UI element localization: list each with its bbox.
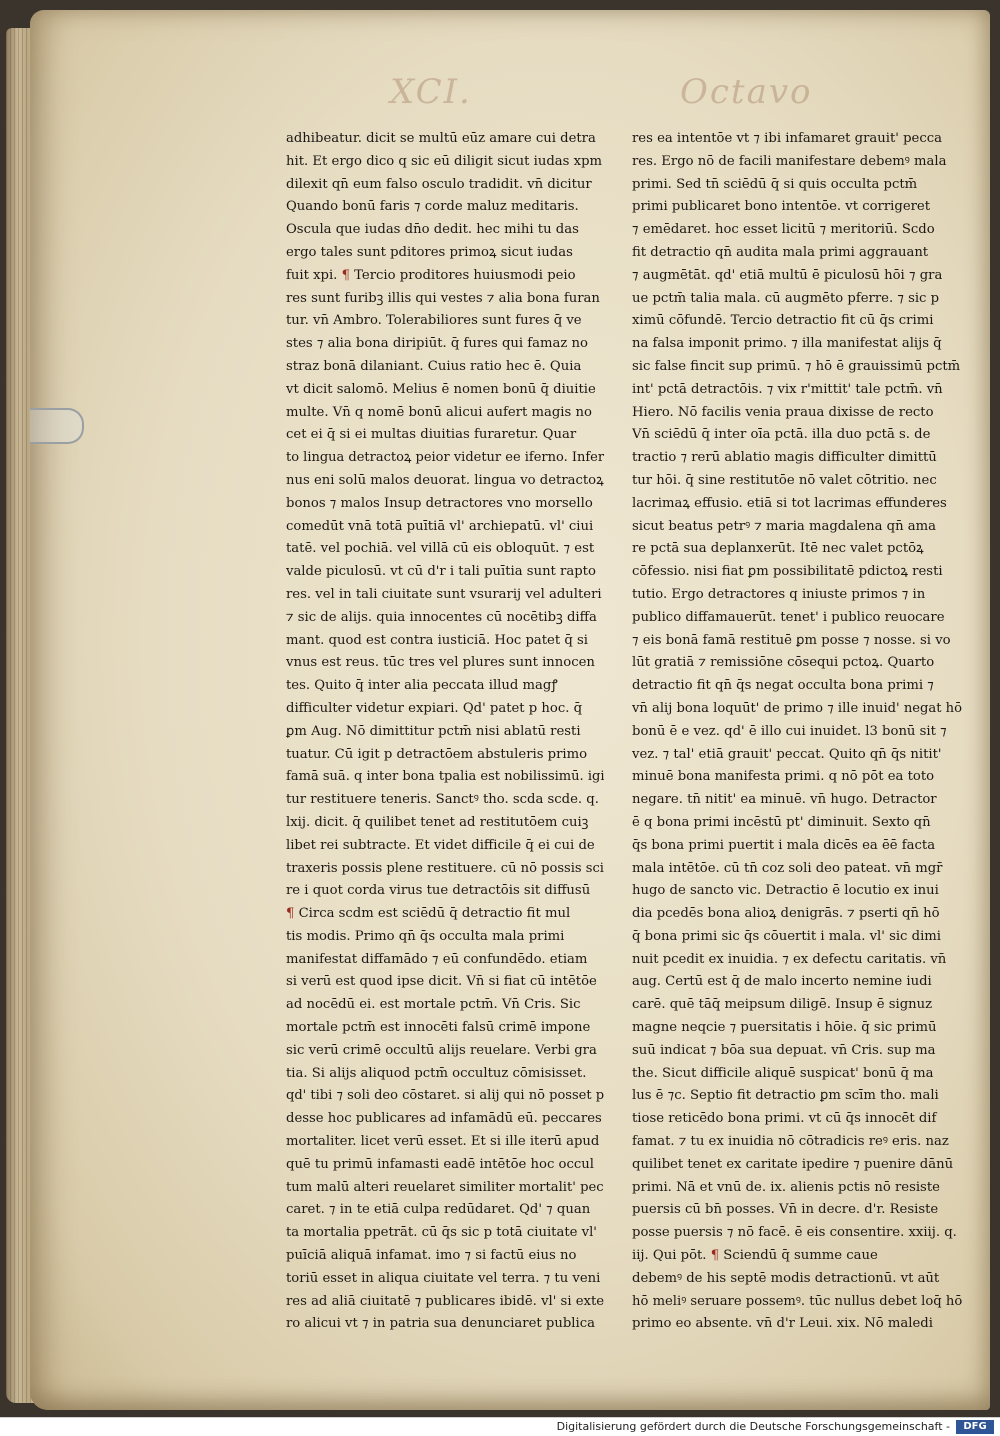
text-line: lūt gratiā ⁊ remissiōne cōsequi pctoꝝ. Quarto	[632, 655, 935, 671]
text-line: res. Ergo nō de facili manifestare debemꝰ mala	[632, 153, 947, 169]
text-line: tur restituere teneris. Sanctꝰ tho. scda scde. q.	[286, 792, 599, 808]
text-line: re i quot corda virus tue detractōis sit diffusū	[286, 883, 591, 899]
text-line: aug. Certū est q̄ de malo incerto nemine iudi	[632, 974, 932, 990]
text-line: tuatur. Cū igit p detractōem abstuleris primo	[286, 746, 588, 762]
text-line: primi publicaret bono intentōe. vt corrigeret	[632, 199, 931, 215]
text-line: nuit pcedit ex inuidia. ⁊ ex defectu caritatis. vn̄	[632, 951, 947, 967]
text-line: dia pcedēs bona alioꝝ denigrās. ⁊ pserti qn̄ hō	[632, 906, 940, 922]
text-line: tur hōi. q̄ sine restitutōe nō valet cōtritio. nec	[632, 472, 937, 488]
text-line: ad nocēdū ei. est mortale pctm̄. Vn̄ Cris. Sic	[286, 997, 581, 1013]
text-line: famat. ⁊ tu ex inuidia nō cōtradicis reꝰ eris. naz	[632, 1134, 949, 1150]
text-line: vnus est reus. tūc tres vel plures sunt innocen	[286, 655, 595, 671]
text-line: nus eni solū malos deuorat. lingua vo detractoꝝ	[286, 472, 604, 488]
text-line: ⁊ eis bonā famā restituē ꝑm posse ⁊ nosse. si vo	[632, 632, 951, 648]
text-line: caret. ⁊ in te etiā culpa redūdaret. Qd' ⁊ quan	[286, 1202, 591, 1218]
text-line: mortaliter. licet verū esset. Et si ille iterū apud	[286, 1134, 600, 1150]
text-line: ximū cōfundē. Tercio detractio fit cū q̄s crimi	[632, 313, 934, 329]
text-line: mala intētōe. cū tn̄ coz soli deo pateat. vn̄ mgr̄	[632, 860, 943, 876]
text-line: tum malū alteri reuelaret similiter mortalit' pec	[286, 1179, 604, 1195]
running-head: Octavo	[680, 72, 813, 112]
text-line: difficulter videtur expiari. Qd' patet p hoc. q̄	[286, 700, 583, 716]
text-line: magne neqcie ⁊ puersitatis i hōie. q̄ sic primū	[632, 1020, 937, 1036]
text-line: publico diffamauerūt. tenet' i publico reuocare	[632, 609, 945, 625]
text-line: si verū est quod ipse dicit. Vn̄ si fiat cū intētōe	[286, 974, 597, 990]
text-line: quilibet tenet ex caritate ipedire ⁊ puenire dānū	[632, 1156, 954, 1172]
text-line: tiose reticēdo bona primi. vt cū q̄s innocēt dif	[632, 1111, 937, 1127]
text-line: tutio. Ergo detractores q iniuste primos ⁊ in	[632, 586, 926, 602]
text-line: ergo tales sunt pditores primoꝝ sicut iudas	[286, 244, 573, 260]
text-line: cet ei q̄ si ei multas diuitias furaretur. Quar	[286, 427, 577, 443]
text-line: primi. Nā et vnū de. ix. alienis pctis nō resiste	[632, 1179, 940, 1195]
text-line: iij. Qui pōt. ¶ Sciendū q̄ summe caue	[632, 1248, 878, 1264]
text-line: Vn̄ sciēdū q̄ inter oīa pctā. illa duo pctā s. de	[632, 427, 931, 443]
text-line: adhibeatur. dicit se multū eūz amare cui detra	[286, 131, 596, 146]
text-line: ¶ Circa scdm est sciēdū q̄ detractio fit mul	[286, 906, 571, 922]
text-line: ⁊ emēdaret. hoc esset licitū ⁊ meritoriū. Scdo	[632, 222, 935, 238]
text-line: re pctā sua deplanxerūt. Itē nec valet pctōꝝ	[632, 541, 924, 557]
text-line: valde piculosū. vt cū d'r i tali puītia sunt rapto	[286, 564, 596, 580]
text-line: hō meliꝰ seruare possemꝰ. tūc nullus debet loq̄ hō	[632, 1293, 963, 1309]
text-line: res sunt furibꝫ illis qui vestes ⁊ alia bona furan	[286, 290, 600, 306]
text-line: ꝑm Aug. Nō dimittitur pctm̄ nisi ablatū resti	[286, 723, 581, 739]
text-line: minuē bona manifesta primi. q nō pōt ea toto	[632, 769, 935, 785]
right-text-column	[632, 128, 962, 1336]
text-line: qd' tibi ⁊ soli deo cōstaret. si alij qui nō posset p	[286, 1088, 605, 1104]
text-line: detractio fit qn̄ q̄s negat occulta bona primi ⁊	[632, 678, 934, 694]
text-line: primi. Sed tn̄ sciēdū q̄ si quis occulta pctm̄	[632, 176, 918, 192]
footer-credit: Digitalisierung gefördert durch die Deutsche Forschungsgemeinschaft -	[556, 1420, 950, 1433]
left-text-column	[286, 128, 604, 1336]
paper-clip	[30, 408, 84, 444]
text-line: suū indicat ⁊ bōa sua depuat. vn̄ Cris. sup ma	[632, 1042, 936, 1058]
footer-bar	[0, 1417, 1000, 1436]
text-line: debemꝰ de his septē modis detractionū. vt aūt	[632, 1270, 940, 1286]
text-line: puersis cū bn̄ posses. Vn̄ in decre. d'r. Resiste	[632, 1202, 939, 1218]
text-line: sic verū crimē occultū alijs reuelare. Verbi gra	[286, 1042, 597, 1058]
text-line: cōfessio. nisi fiat ꝑm possibilitatē pdictoꝝ resti	[632, 564, 943, 580]
text-line: ⁊ sic de alijs. quia innocentes cū nocētibꝫ diffa	[286, 609, 597, 625]
text-line: tur. vn̄ Ambro. Tolerabiliores sunt fures q̄ ve	[286, 313, 582, 329]
text-line: res ad aliā ciuitatē ⁊ publicares ibidē. vl' si exte	[286, 1293, 604, 1309]
text-line: ē q bona primi incēstū pt' diminuit. Sexto qn̄	[632, 814, 931, 830]
text-line: res ea intentōe vt ⁊ ibi infamaret grauit' pecca	[632, 131, 942, 146]
text-line: lus ē ⁊c. Septio fit detractio ꝑm scīm tho. mali	[632, 1088, 939, 1104]
text-line: bonos ⁊ malos Insup detractores vno morsello	[286, 495, 593, 511]
text-line: ⁊ augmētāt. qd' etiā multū ē piculosū hōi ⁊ gra	[632, 267, 943, 283]
text-line: vt dicit salomō. Melius ē nomen bonū q̄ diuitie	[286, 381, 596, 397]
text-line: hit. Et ergo dico q sic eū diligit sicut iudas xpm	[286, 153, 603, 169]
text-line: Hiero. Nō facilis venia praua dixisse de recto	[632, 404, 934, 420]
text-line: bonū ē e vez. qd' ē illo cui inuidet. l3 bonū sit ⁊	[632, 723, 947, 739]
text-line: toriū esset in aliqua ciuitate vel terra. ⁊ tu veni	[286, 1270, 601, 1286]
text-line: sic false fincit sup primū. ⁊ hō ē grauissimū pctm̄	[632, 358, 961, 374]
text-line: to lingua detractoꝝ peior videtur ee iferno. Infer	[286, 450, 605, 466]
text-line: int' pctā detractōis. ⁊ vix r'mittit' tale pctm̄. vn̄	[632, 381, 943, 397]
text-line: ta mortalia ppetrāt. cū q̄s sic p totā ciuitate vl'	[286, 1225, 597, 1241]
text-line: tes. Quito q̄ inter alia peccata illud magꝭ	[286, 678, 558, 694]
text-line: res. vel in tali ciuitate sunt vsurarij vel adulteri	[286, 586, 602, 602]
text-line: q̄ bona primi sic q̄s cōuertit i mala. vl' sic dimi	[632, 928, 942, 944]
text-line: posse puersis ⁊ nō facē. ē eis consentire. xxiij. q.	[632, 1225, 957, 1241]
text-line: comedūt vnā totā puītiā vl' archiepatū. vl' ciui	[286, 518, 594, 534]
text-line: desse hoc publicares ad infamādū eū. peccares	[286, 1111, 602, 1127]
folio-number: XCI.	[390, 72, 472, 112]
text-line: tis modis. Primo qn̄ q̄s occulta mala primi	[286, 928, 565, 944]
text-line: multe. Vn̄ q nomē bonū alicui aufert magis no	[286, 404, 592, 420]
text-line: mortale pctm̄ est innocēti falsū crimē impone	[286, 1020, 591, 1036]
text-line: tractio ⁊ rerū ablatio magis difficulter dimittū	[632, 450, 937, 466]
text-line: fit detractio qn̄ audita mala primi aggrauant	[632, 244, 929, 260]
text-line: Quando bonū faris ⁊ corde maluz meditaris.	[286, 199, 579, 215]
text-line: vez. ⁊ tal' etiā grauit' peccat. Quito qn̄ q̄s nitit'	[632, 746, 942, 762]
text-line: carē. quē tāq̄ meipsum diligē. Insup ē signuz	[632, 997, 933, 1013]
text-line: tia. Si alijs aliquod pctm̄ occultuz cōmisisset.	[286, 1065, 587, 1081]
text-line: the. Sicut difficile aliquē suspicat' bonū q̄ ma	[632, 1065, 934, 1081]
text-line: lxij. dicit. q̄ quilibet tenet ad restitutōem cuiꝫ	[286, 814, 589, 830]
text-line: stes ⁊ alia bona diripiūt. q̄ fures qui famaz no	[286, 336, 588, 352]
text-line: manifestat diffamādo ⁊ eū confundēdo. etiam	[286, 951, 588, 967]
text-line: dilexit qn̄ eum falso osculo tradidit. vn̄ dicitur	[286, 176, 592, 192]
text-line: negare. tn̄ nitit' ea minuē. vn̄ hugo. Detractor	[632, 792, 937, 808]
text-line: lacrimaꝝ effusio. etiā si tot lacrimas effunderes	[632, 495, 947, 511]
text-line: puīciā aliquā infamat. imo ⁊ si factū eius no	[286, 1248, 577, 1264]
text-line: ro alicui vt ⁊ in patria sua denunciaret publica	[286, 1316, 595, 1332]
text-line: primo eo absente. vn̄ d'r Leui. xix. Nō maledi	[632, 1316, 933, 1332]
text-line: mant. quod est contra iusticiā. Hoc patet q̄ si	[286, 632, 588, 648]
text-line: Oscula que iudas dn̄o dedit. hec mihi tu das	[286, 222, 579, 238]
text-line: na falsa imponit primo. ⁊ illa manifestat alijs q̄	[632, 336, 942, 352]
text-line: tatē. vel pochiā. vel villā cū eis obloquūt. ⁊ est	[286, 541, 595, 557]
text-line: famā suā. q inter bona tpalia est nobilissimū. igi	[286, 769, 605, 785]
text-line: ue pctm̄ talia mala. cū augmēto pferre. ⁊ sic p	[632, 290, 940, 306]
text-line: q̄s bona primi puertit i mala dicēs ea ēē facta	[632, 837, 936, 853]
book-page	[30, 10, 990, 1410]
text-line: hugo de sancto vic. Detractio ē locutio ex inui	[632, 883, 939, 899]
dfg-logo: DFG	[956, 1420, 994, 1434]
text-line: sicut beatus petrꝰ ⁊ maria magdalena qn̄ ama	[632, 518, 937, 534]
text-line: libet rei subtracte. Et videt difficile q̄ ei cui de	[286, 837, 595, 853]
text-line: straz bonā dilaniant. Cuius ratio hec ē. Quia	[286, 358, 582, 374]
text-line: fuit xpi. ¶ Tercio proditores huiusmodi peio	[286, 267, 576, 283]
text-line: traxeris possis plene restituere. cū nō possis sci	[286, 860, 605, 876]
text-line: quē tu primū infamasti eadē intētōe hoc occul	[286, 1156, 594, 1172]
text-line: vn̄ alij bona loquūt' de primo ⁊ ille inuid' negat hō	[632, 700, 963, 716]
